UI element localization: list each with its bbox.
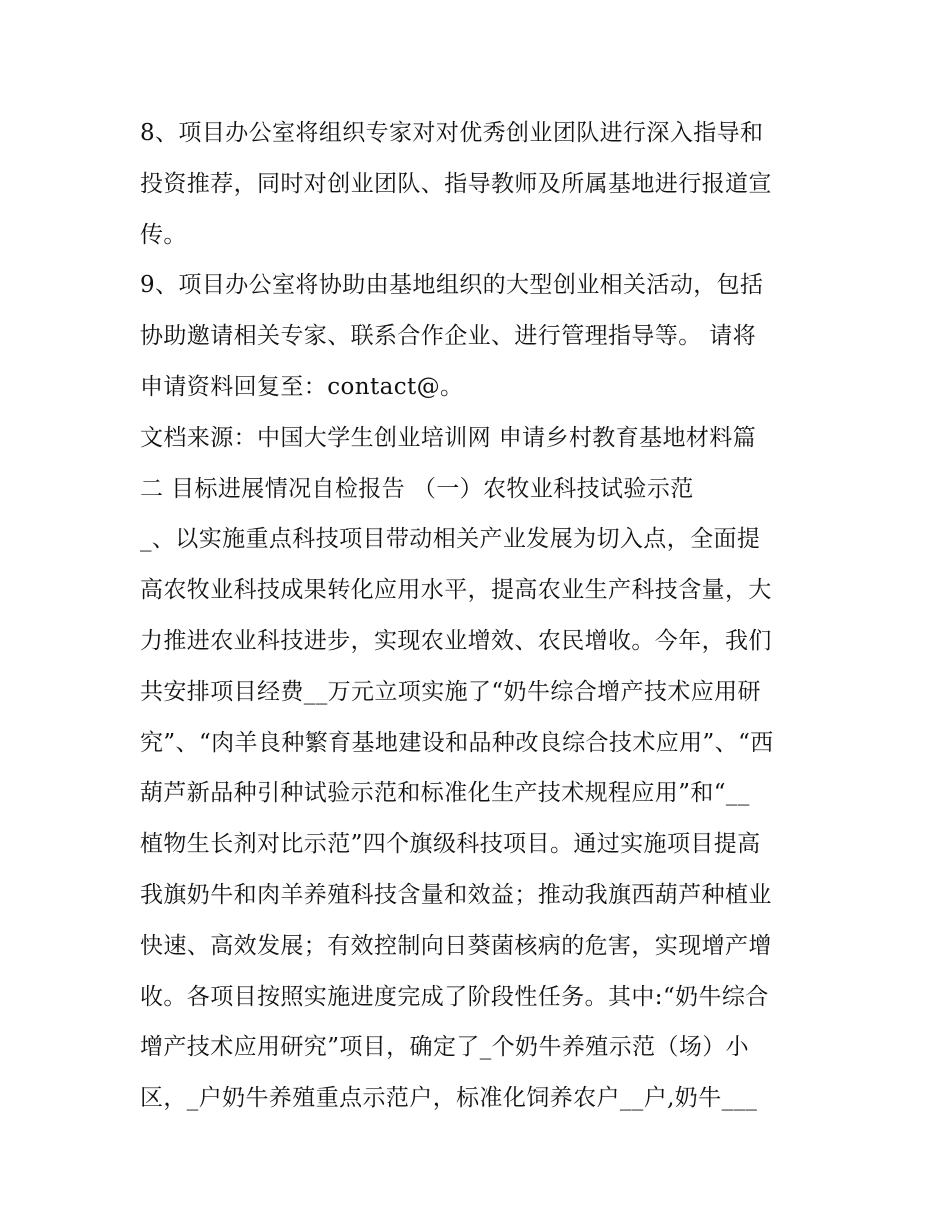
- text-line-18: 收。各项目按照实施进度完成了阶段性任务。其中:“奶牛综合: [140, 983, 769, 1010]
- text-line-5: 协助邀请相关专家、联系合作企业、进行管理指导等。 请将: [140, 323, 757, 350]
- text-line-16: 我旗奶牛和肉羊养殖科技含量和效益；推动我旗西葫芦种植业: [140, 881, 772, 908]
- text-line-17: 快速、高效发展；有效控制向日葵菌核病的危害，实现增产增: [140, 932, 772, 959]
- text-line-3: 传。: [140, 221, 187, 248]
- text-line-9: _、以实施重点科技项目带动相关产业发展为切入点，全面提: [140, 526, 761, 553]
- text-line-20: 区，_户奶牛养殖重点示范户，标准化饲养农户__户,奶牛___: [140, 1085, 758, 1112]
- text-line-14: 葫芦新品种引种试验示范和标准化生产技术规程应用”和“__: [140, 780, 750, 807]
- text-line-7: 文档来源：中国大学生创业培训网 申请乡村教育基地材料篇: [140, 424, 757, 451]
- text-line-4: 9、项目办公室将协助由基地组织的大型创业相关活动，包括: [140, 272, 764, 299]
- text-line-8: 二 目标进展情况自检报告 （一）农牧业科技试验示范: [140, 475, 694, 502]
- text-line-10: 高农牧业科技成果转化应用水平，提高农业生产科技含量，大: [140, 577, 772, 604]
- text-line-2: 投资推荐，同时对创业团队、指导教师及所属基地进行报道宣: [140, 170, 772, 197]
- document-body: [140, 108, 830, 1124]
- text-line-19: 增产技术应用研究”项目，确定了_个奶牛养殖示范（场）小: [140, 1034, 750, 1061]
- text-line-1: 8、项目办公室将组织专家对对优秀创业团队进行深入指导和: [140, 120, 764, 146]
- text-line-11: 力推进农业科技进步，实现农业增效、农民增收。今年，我们: [140, 627, 772, 654]
- text-line-15: 植物生长剂对比示范”四个旗级科技项目。通过实施项目提高: [140, 831, 761, 858]
- text-line-12: 共安排项目经费__万元立项实施了“奶牛综合增产技术应用研: [140, 678, 761, 705]
- text-line-6: 申请资料回复至：contact@。: [140, 373, 464, 400]
- text-line-13: 究”、“肉羊良种繁育基地建设和品种改良综合技术应用”、“西: [140, 729, 774, 756]
